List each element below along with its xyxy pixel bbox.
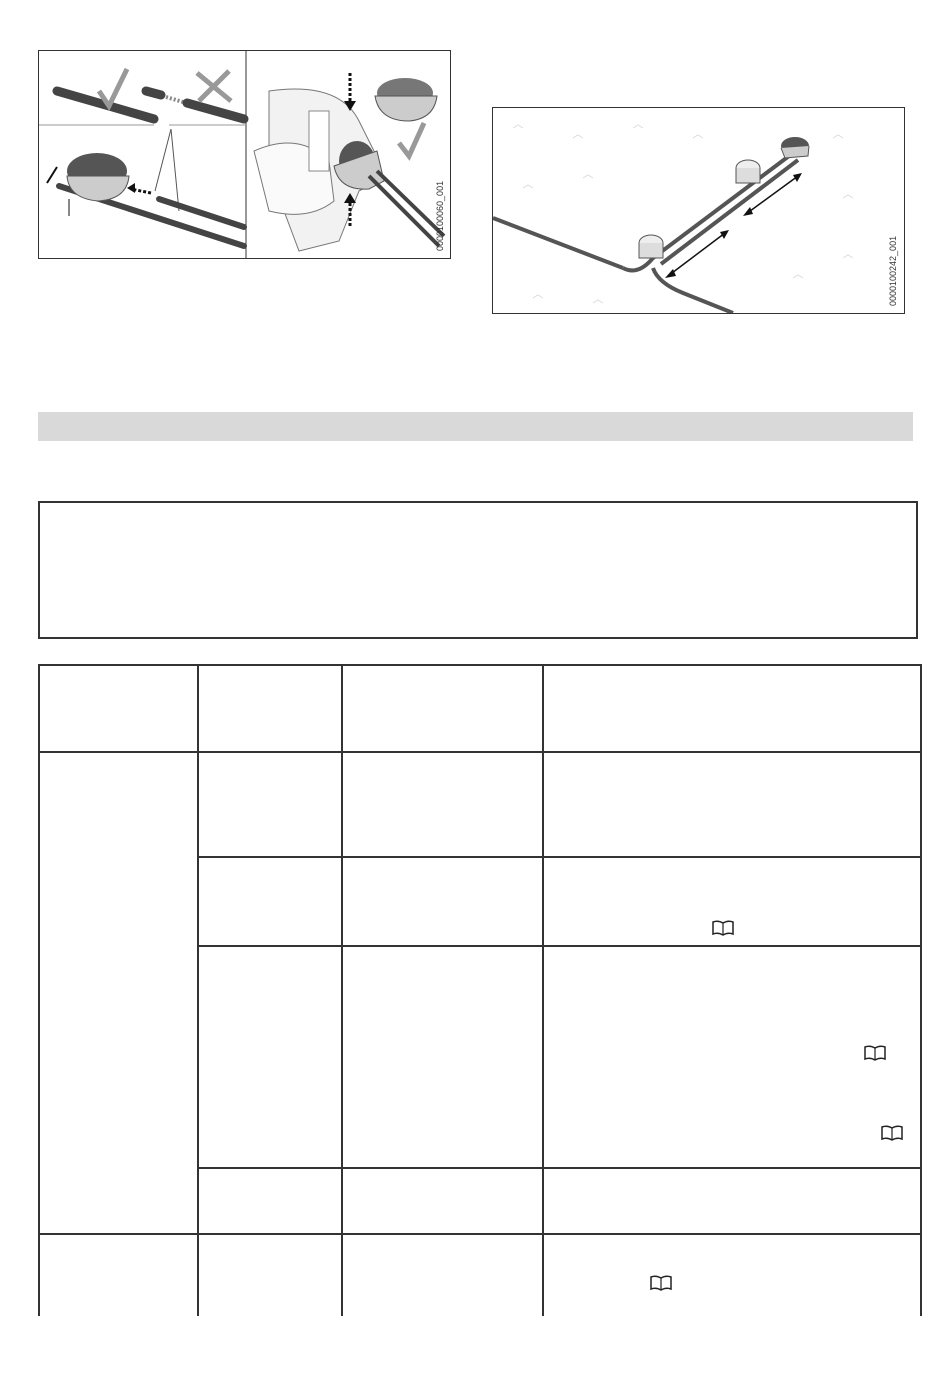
table-cell: [39, 1234, 198, 1316]
notice-box: [38, 501, 918, 639]
table-header-row: [39, 665, 921, 752]
header-cell: [543, 665, 921, 752]
table-cell: [198, 1168, 342, 1234]
table-cell: [543, 946, 921, 1168]
checkmark-icon: [399, 123, 424, 156]
table-row: [39, 1234, 921, 1316]
table-cell: [342, 1234, 543, 1316]
table-cell: [198, 946, 342, 1168]
cross-icon: [197, 71, 231, 101]
section-header-bar: [38, 412, 913, 441]
book-icon: [712, 920, 734, 936]
header-cell: [198, 665, 342, 752]
book-icon: [650, 1275, 672, 1291]
table-cell: [198, 1234, 342, 1316]
table-cell: [543, 1234, 921, 1316]
header-cell: [39, 665, 198, 752]
table-row: [39, 752, 921, 857]
checkmark-icon: [99, 69, 127, 106]
table-cell: [342, 946, 543, 1168]
figure-code: 0000100242_001: [888, 235, 898, 306]
table-cell: [342, 857, 543, 946]
book-icon: [864, 1045, 886, 1061]
wire-connector-illustration: [39, 51, 450, 258]
table-cell: [543, 752, 921, 857]
header-cell: [342, 665, 543, 752]
wire-connector-figure: [38, 50, 451, 259]
table-cell: [543, 1168, 921, 1234]
table-cell: [342, 752, 543, 857]
wire-routing-illustration: [493, 108, 904, 313]
table-cell: [342, 1168, 543, 1234]
book-icon: [881, 1125, 903, 1141]
table-cell: [39, 752, 198, 1234]
wire-routing-figure: [492, 107, 905, 314]
table-cell: [198, 752, 342, 857]
troubleshooting-table: [38, 664, 922, 1316]
figure-code: 0000100060_001: [435, 180, 445, 251]
table-cell: [543, 857, 921, 946]
table-cell: [198, 857, 342, 946]
